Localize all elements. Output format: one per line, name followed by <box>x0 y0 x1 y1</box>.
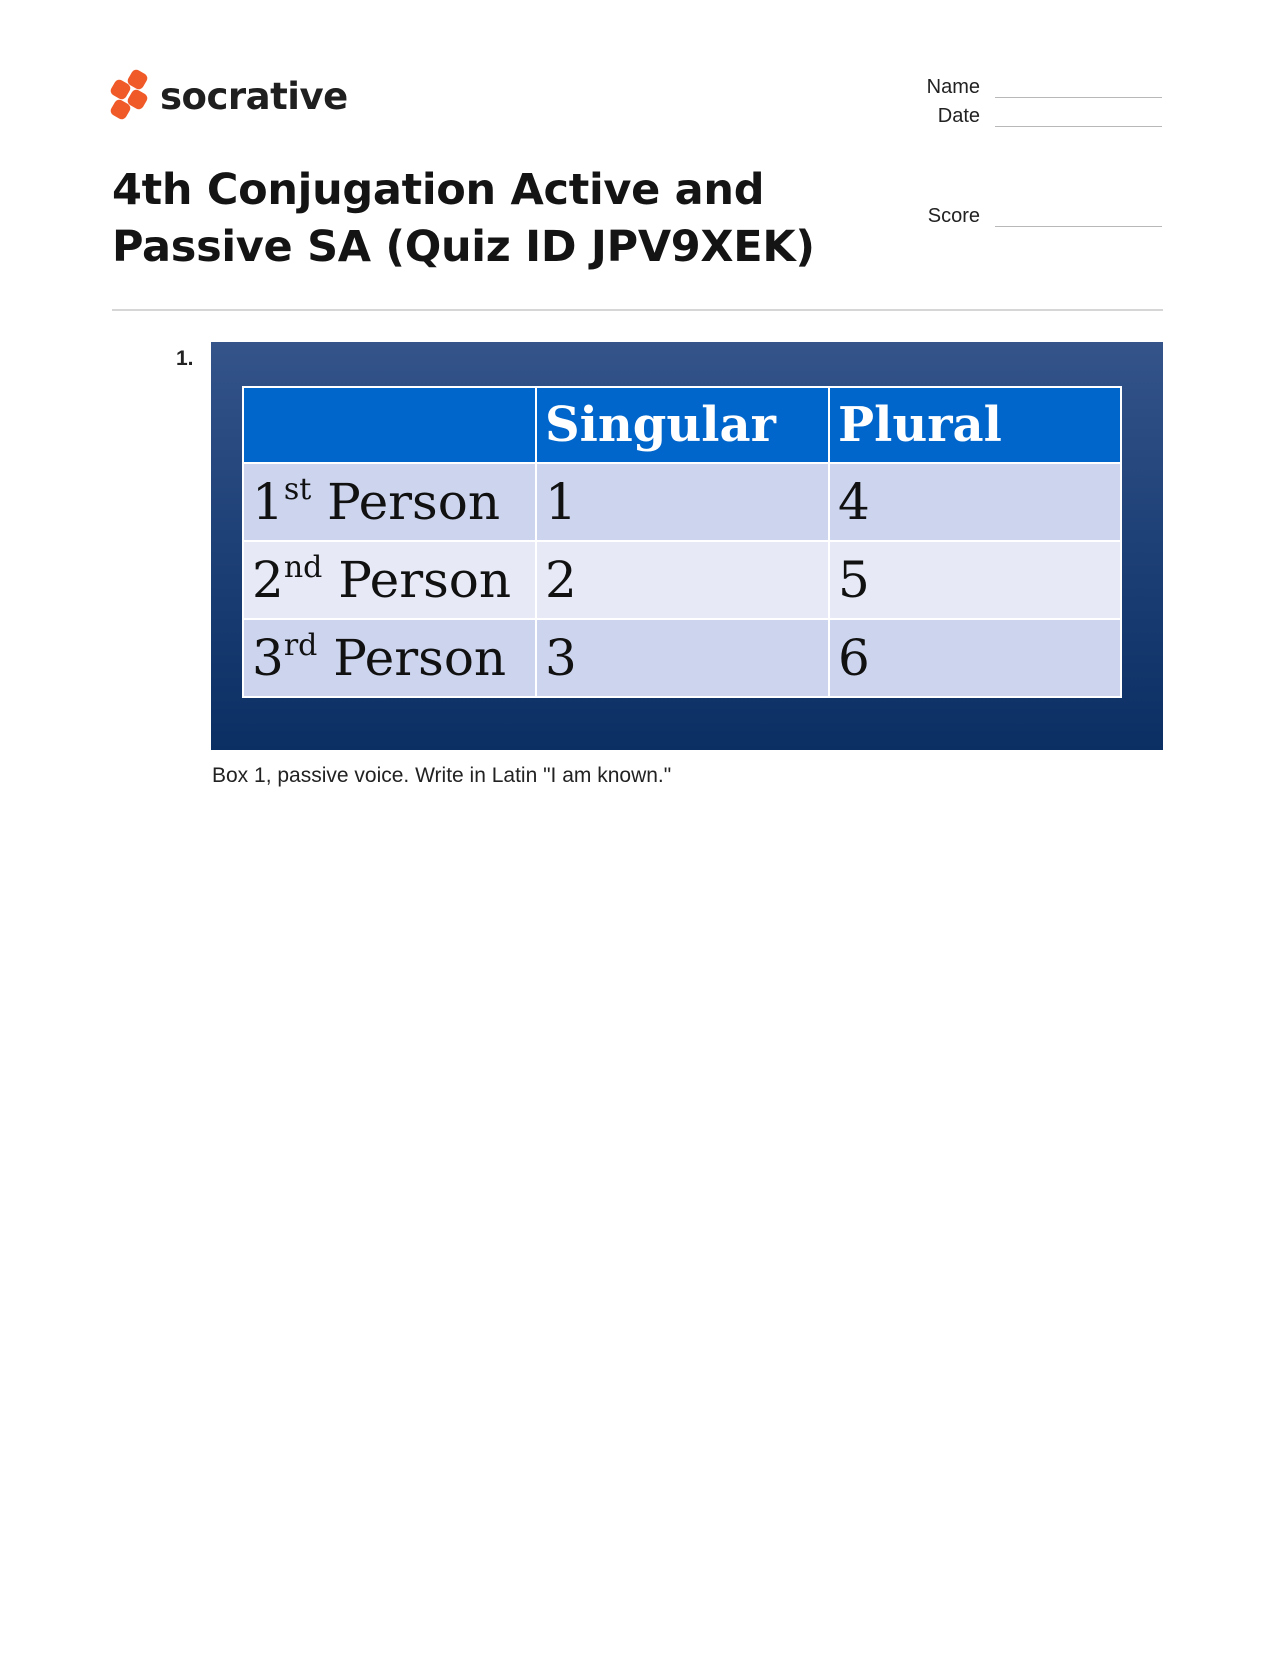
question-prompt: Box 1, passive voice. Write in Latin "I am known." <box>212 764 672 787</box>
date-field <box>880 105 1165 131</box>
conjugation-table <box>242 386 1122 698</box>
plural-cell: 5 <box>829 541 1121 619</box>
question-number: 1. <box>176 347 194 370</box>
score-blank-line <box>995 226 1162 227</box>
score-field <box>880 205 1165 231</box>
date-label: Date <box>937 105 980 127</box>
table-row <box>243 619 1121 697</box>
person-number: 1 <box>252 473 284 531</box>
name-field <box>880 76 1165 102</box>
singular-cell: 2 <box>536 541 829 619</box>
person-cell <box>243 541 536 619</box>
plural-cell: 6 <box>829 619 1121 697</box>
brand-name: socrative <box>160 74 348 118</box>
table-row <box>243 541 1121 619</box>
header-cell-empty <box>243 387 536 463</box>
person-cell <box>243 463 536 541</box>
person-word: Person <box>338 551 512 609</box>
socrative-logo-icon <box>110 71 148 121</box>
date-blank-line <box>995 126 1162 127</box>
score-label: Score <box>927 205 980 227</box>
ordinal-suffix: rd <box>283 628 318 663</box>
header-divider <box>112 309 1163 311</box>
table-row <box>243 463 1121 541</box>
name-label: Name <box>926 76 980 98</box>
ordinal-suffix: st <box>283 472 312 507</box>
singular-cell: 1 <box>536 463 829 541</box>
question-image <box>211 342 1163 750</box>
plural-cell: 4 <box>829 463 1121 541</box>
person-word: Person <box>327 473 501 531</box>
quiz-title: 4th Conjugation Active and Passive SA (Quiz ID JPV9XEK) <box>112 165 815 272</box>
name-blank-line <box>995 97 1162 98</box>
person-number: 2 <box>252 551 284 609</box>
header-cell-plural: Plural <box>829 387 1121 463</box>
header-cell-singular: Singular <box>536 387 829 463</box>
table-header-row <box>243 387 1121 463</box>
person-number: 3 <box>252 629 284 687</box>
person-cell <box>243 619 536 697</box>
singular-cell: 3 <box>536 619 829 697</box>
ordinal-suffix: nd <box>283 550 323 585</box>
socrative-logo <box>110 71 348 121</box>
person-word: Person <box>333 629 507 687</box>
